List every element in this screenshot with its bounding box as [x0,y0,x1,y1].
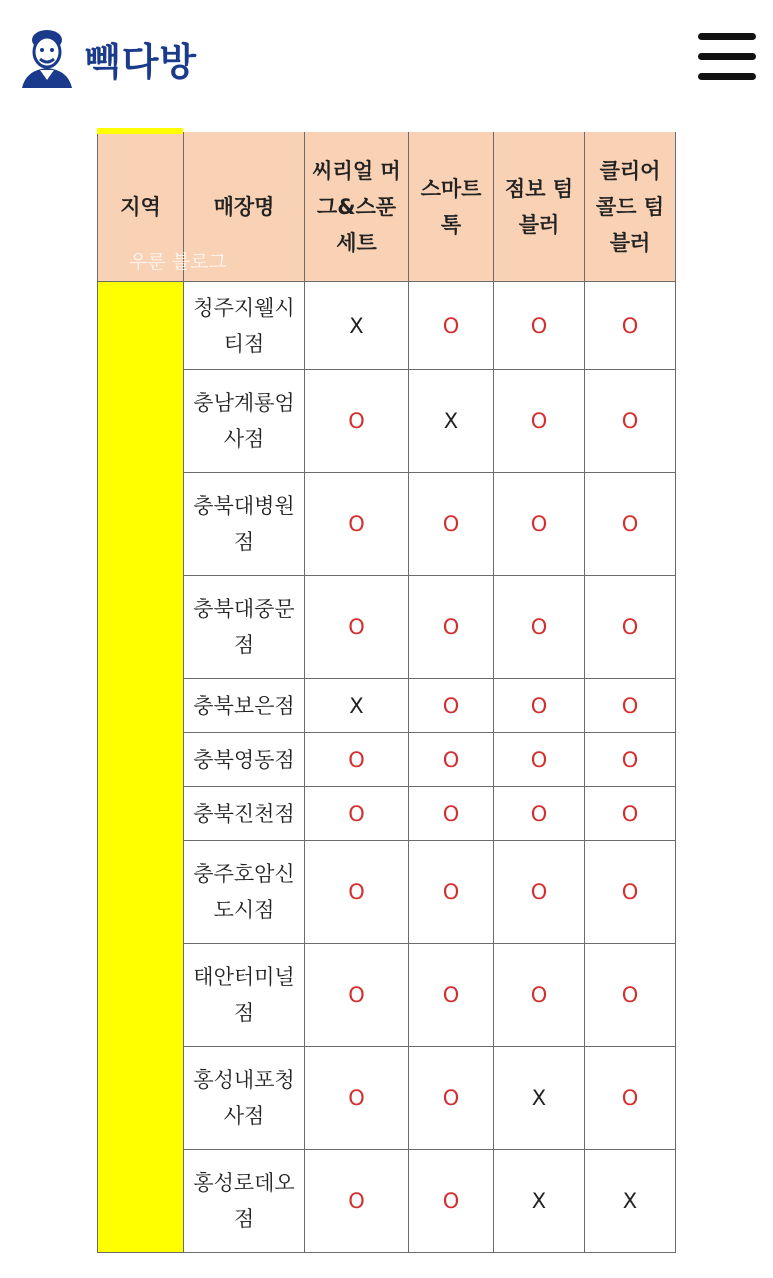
availability-mark-cell: O [494,733,585,787]
table-row [98,944,676,1047]
menu-bar [698,53,756,60]
store-name-cell: 충북대중문점 [184,576,305,679]
header-clear-cold-tumbler: 클리어 콜드 텀블러 [585,132,676,282]
availability-mark-cell: O [585,944,676,1047]
store-name-cell: 충북보은점 [184,679,305,733]
store-name-cell: 충북영동점 [184,733,305,787]
brand-logo[interactable] [18,28,197,88]
region-strip [97,128,183,134]
availability-mark-cell: O [585,576,676,679]
goods-table-container [97,132,676,1253]
chef-face-icon [18,28,76,88]
availability-mark-cell: O [409,787,494,841]
availability-mark-cell: O [409,841,494,944]
availability-mark-cell: X [494,1150,585,1253]
store-name-cell: 청주지웰시티점 [184,282,305,370]
availability-mark-cell: O [305,841,409,944]
availability-mark-cell: X [494,1047,585,1150]
store-name-cell: 태안터미널점 [184,944,305,1047]
store-name-cell: 홍성내포청사점 [184,1047,305,1150]
availability-mark-cell: O [494,576,585,679]
availability-mark-cell: O [305,733,409,787]
availability-mark-cell: O [409,1047,494,1150]
availability-mark-cell: O [409,473,494,576]
store-name-cell: 충주호암신도시점 [184,841,305,944]
table-row [98,1047,676,1150]
availability-mark-cell: O [585,679,676,733]
availability-mark-cell: O [409,733,494,787]
availability-mark-cell: X [305,679,409,733]
menu-bar [698,73,756,80]
availability-mark-cell: O [494,370,585,473]
availability-mark-cell: O [305,473,409,576]
table-row [98,679,676,733]
availability-mark-cell: X [585,1150,676,1253]
watermark: 우룬 블로그 [129,251,227,273]
availability-mark-cell: O [409,1150,494,1253]
region-cell [98,282,184,1253]
store-name-cell: 충북대병원점 [184,473,305,576]
header-cereal-mug: 씨리얼 머그&스푼 세트 [305,132,409,282]
availability-mark-cell: O [409,679,494,733]
table-header-row [98,132,676,282]
goods-availability-table [97,132,676,1253]
header-store: 매장명 [184,132,305,282]
availability-mark-cell: O [585,841,676,944]
table-row [98,576,676,679]
availability-mark-cell: O [305,576,409,679]
availability-mark-cell: O [585,282,676,370]
store-name-cell: 홍성로데오점 [184,1150,305,1253]
store-name-cell: 충북진천점 [184,787,305,841]
availability-mark-cell: O [585,473,676,576]
availability-mark-cell: O [305,787,409,841]
menu-bar [698,33,756,40]
availability-mark-cell: O [585,787,676,841]
header-jumbo-tumbler: 점보 텀블러 [494,132,585,282]
header-smart-tok: 스마트 톡 [409,132,494,282]
availability-mark-cell: O [305,944,409,1047]
availability-mark-cell: O [494,473,585,576]
table-row [98,370,676,473]
app-header [0,0,773,120]
table-row [98,473,676,576]
availability-mark-cell: O [585,733,676,787]
availability-mark-cell: O [409,576,494,679]
availability-mark-cell: O [494,282,585,370]
table-row [98,787,676,841]
availability-mark-cell: X [409,370,494,473]
table-row [98,841,676,944]
table-row [98,1150,676,1253]
availability-mark-cell: O [305,1047,409,1150]
availability-mark-cell: O [409,944,494,1047]
availability-mark-cell: O [585,1047,676,1150]
table-row [98,282,676,370]
hamburger-menu-icon[interactable] [698,33,756,81]
availability-mark-cell: O [305,1150,409,1253]
table-row [98,733,676,787]
brand-name: 빽다방 [84,39,198,84]
availability-mark-cell: X [305,282,409,370]
availability-mark-cell: O [494,944,585,1047]
availability-mark-cell: O [305,370,409,473]
availability-mark-cell: O [494,787,585,841]
availability-mark-cell: O [494,679,585,733]
availability-mark-cell: O [585,370,676,473]
availability-mark-cell: O [494,841,585,944]
availability-mark-cell: O [409,282,494,370]
store-name-cell: 충남계룡엄사점 [184,370,305,473]
table-body [98,282,676,1253]
header-region: 지역 [98,132,184,282]
